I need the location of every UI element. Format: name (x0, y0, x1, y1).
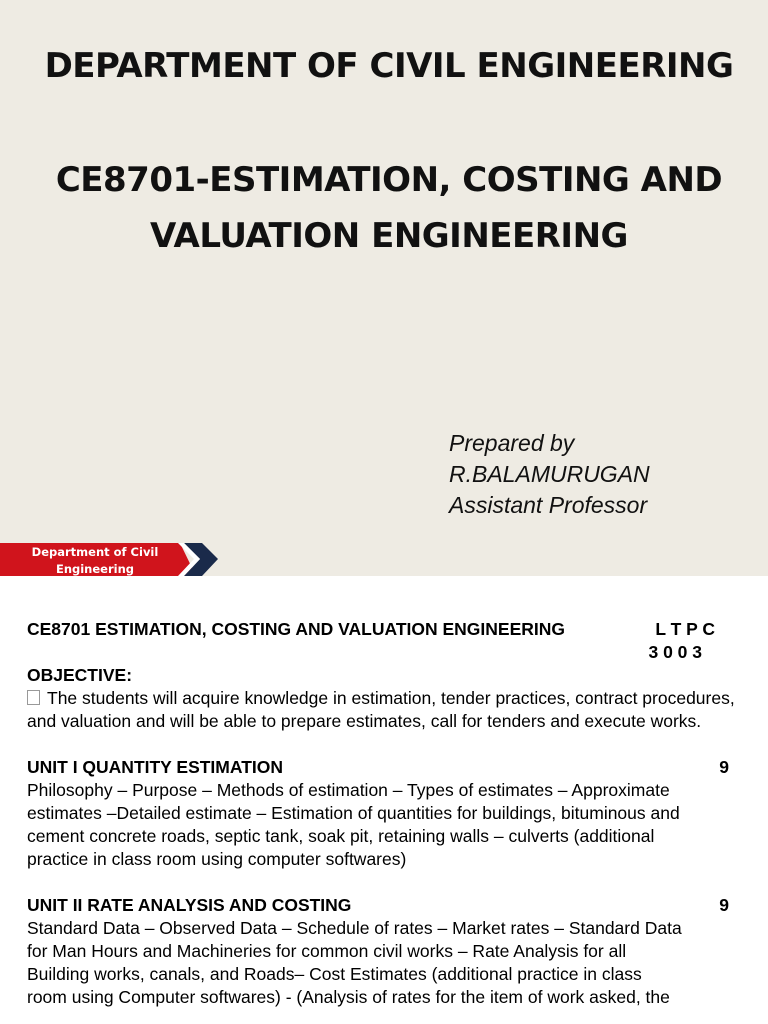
banner-line1: Department of Civil (31, 545, 159, 559)
unit-2-line: Building works, canals, and Roads– Cost Estimates (additional practice in class (27, 964, 642, 984)
unit-2-line: for Man Hours and Machineries for common civil works – Rate Analysis for all (27, 941, 627, 961)
unit-1-heading-row (27, 756, 749, 779)
objective-text-block (27, 687, 749, 733)
course-heading: CE8701 ESTIMATION, COSTING AND VALUATION ENGINEERING (27, 619, 566, 639)
syllabus-document (27, 618, 749, 1009)
unit-1-line: Philosophy – Purpose – Methods of estimation – Types of estimates – Approximate (27, 780, 670, 800)
unit-1-credits: 9 (719, 757, 729, 777)
ltpc-label: L T P C (655, 619, 715, 639)
department-banner (0, 541, 220, 576)
course-title-line2: VALUATION ENGINEERING (150, 216, 628, 256)
author-name: R.BALAMURUGAN (449, 461, 650, 487)
unit-1-line: practice in class room using computer softwares) (27, 849, 407, 869)
objective-text: The students will acquire knowledge in estimation, tender practices, contract procedures, and valuation and will be able to prepare estimates, call for tenders and execute works. (27, 688, 735, 731)
objective-heading: OBJECTIVE: (27, 665, 133, 685)
unit-1-line: estimates –Detailed estimate – Estimation of quantities for buildings, bituminous and (27, 803, 680, 823)
unit-2-credits: 9 (719, 895, 729, 915)
unit-2-title: UNIT II RATE ANALYSIS AND COSTING (27, 895, 352, 915)
course-heading-row (27, 618, 749, 641)
author-role: Assistant Professor (449, 492, 648, 518)
department-title: DEPARTMENT OF CIVIL ENGINEERING (44, 46, 734, 86)
bullet-icon (27, 690, 40, 705)
prepared-by-label: Prepared by (449, 430, 575, 456)
prepared-by-block (449, 428, 650, 521)
unit-2-heading-row (27, 894, 749, 917)
banner-line2: Engineering (55, 562, 135, 576)
unit-1-title: UNIT I QUANTITY ESTIMATION (27, 757, 284, 777)
banner-text (20, 544, 170, 576)
ltpc-values: 3 0 0 3 (648, 642, 702, 662)
course-title-line1: CE8701-ESTIMATION, COSTING AND (55, 160, 723, 200)
unit-1-line: cement concrete roads, septic tank, soak pit, retaining walls – culverts (additional (27, 826, 655, 846)
unit-2-line: Standard Data – Observed Data – Schedule of rates – Market rates – Standard Data (27, 918, 682, 938)
unit-2-line: room using Computer softwares) - (Analysis of rates for the item of work asked, the (27, 987, 670, 1007)
